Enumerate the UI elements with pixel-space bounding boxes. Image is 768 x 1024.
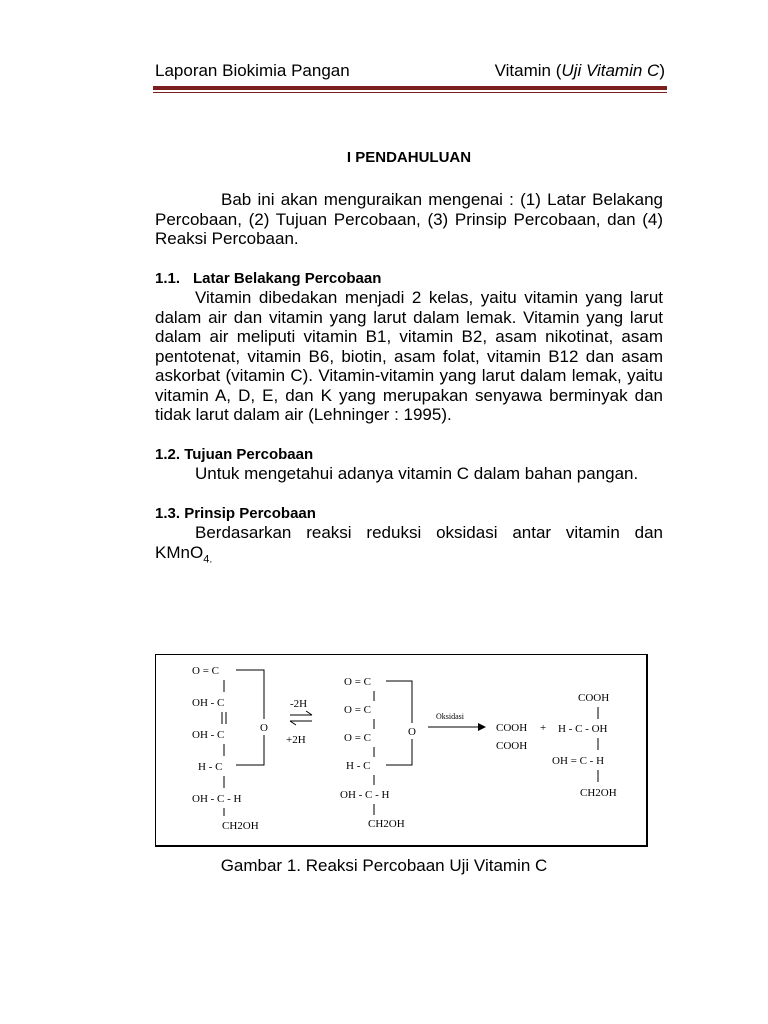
reaction-diagram bbox=[156, 655, 644, 843]
threonic-acid-product bbox=[552, 692, 617, 799]
section-title: Latar Belakang Percobaan bbox=[193, 269, 382, 287]
plus-sign: + bbox=[540, 722, 547, 734]
section-paragraph-1: Vitamin dibedakan menjadi 2 kelas, yaitu vitamin yang larut dalam air dan vitamin yang larut dalam lemak. Vitamin yang larut dalam air meliputi vitamin B1, vitamin B2, asam nikotinat, asam pentotenat, vitamin B6, biotin, asam folat, vitamin B12 dan asam askorbat (vitamin C). Vitamin-vitamin yang larut dalam lemak, yaitu vitamin A, D, E, dan K yang merupakan senyawa berminyak dan tidak larut dalam air (Lehninger : 1995). bbox=[155, 288, 663, 424]
oxalic-acid-product bbox=[496, 722, 546, 752]
figure-caption: Gambar 1. Reaksi Percobaan Uji Vitamin C bbox=[220, 856, 548, 875]
header-rule-thick bbox=[153, 86, 667, 90]
mol1-atom: OH - C bbox=[192, 697, 225, 709]
arrow-top-label: -2H bbox=[290, 698, 308, 710]
mol1-atom: OH - C - H bbox=[192, 793, 242, 805]
header-rule-thin bbox=[153, 92, 667, 93]
main-content bbox=[155, 148, 663, 569]
section-title: Prinsip Percobaan bbox=[184, 504, 316, 522]
header-right-italic: Uji Vitamin C bbox=[561, 61, 660, 80]
mol2-atom: O = C bbox=[344, 732, 371, 744]
mol2-atom: H - C bbox=[346, 760, 371, 772]
section-paragraph-3 bbox=[155, 523, 663, 569]
mol1-atom: CH2OH bbox=[222, 820, 259, 832]
product2-atom: OH = C - H bbox=[552, 755, 605, 767]
header-right-prefix: Vitamin ( bbox=[494, 61, 562, 80]
reaction-figure bbox=[155, 654, 648, 847]
mol1-atom: OH - C bbox=[192, 729, 225, 741]
section-number: 1.3. bbox=[155, 504, 181, 522]
mol1-ring-oxygen: O bbox=[260, 722, 268, 734]
section-title: Tujuan Percobaan bbox=[184, 445, 314, 463]
mol2-atom: O = C bbox=[344, 704, 371, 716]
subscript: 4. bbox=[203, 552, 213, 565]
arrow-bottom-label: +2H bbox=[286, 734, 306, 746]
oxidation-arrow bbox=[428, 712, 486, 731]
section-text: Berdasarkan reaksi reduksi oksidasi antar vitamin dan KMnO bbox=[155, 523, 663, 562]
section-heading-2 bbox=[155, 445, 663, 465]
equilibrium-arrow bbox=[286, 698, 312, 746]
section-paragraph-2: Untuk mengetahui adanya vitamin C dalam bahan pangan. bbox=[195, 464, 639, 483]
header-left-title: Laporan Biokimia Pangan bbox=[155, 61, 350, 80]
mol2-atom: O = C bbox=[344, 676, 371, 688]
section-heading-1 bbox=[155, 269, 663, 289]
product1-top: COOH bbox=[496, 722, 528, 734]
section-heading-3 bbox=[155, 504, 663, 524]
product1-bottom: COOH bbox=[496, 740, 528, 752]
product2-atom: CH2OH bbox=[580, 787, 617, 799]
product2-atom: COOH bbox=[578, 692, 610, 704]
section-number: 1.1. bbox=[155, 269, 181, 287]
product2-atom: H - C - OH bbox=[558, 723, 608, 735]
dehydroascorbic-acid-structure bbox=[340, 676, 416, 830]
section-number: 1.2. bbox=[155, 445, 181, 463]
mol1-atom: H - C bbox=[198, 761, 223, 773]
mol1-atom: O = C bbox=[192, 665, 219, 677]
intro-paragraph: Bab ini akan menguraikan mengenai : (1) Latar Belakang Percobaan, (2) Tujuan Percobaan, (3) Prinsip Percobaan, dan (4) Reaksi Percobaan. bbox=[155, 190, 663, 248]
header-right-suffix: ) bbox=[659, 61, 665, 80]
oxidation-label: Oksidasi bbox=[436, 712, 464, 721]
header-right-title bbox=[495, 60, 665, 82]
mol2-atom: OH - C - H bbox=[340, 789, 390, 801]
mol2-ring-oxygen: O bbox=[408, 726, 416, 738]
chapter-title: I PENDAHULUAN bbox=[346, 149, 472, 166]
ascorbic-acid-structure bbox=[192, 665, 268, 832]
mol2-atom: CH2OH bbox=[368, 818, 405, 830]
